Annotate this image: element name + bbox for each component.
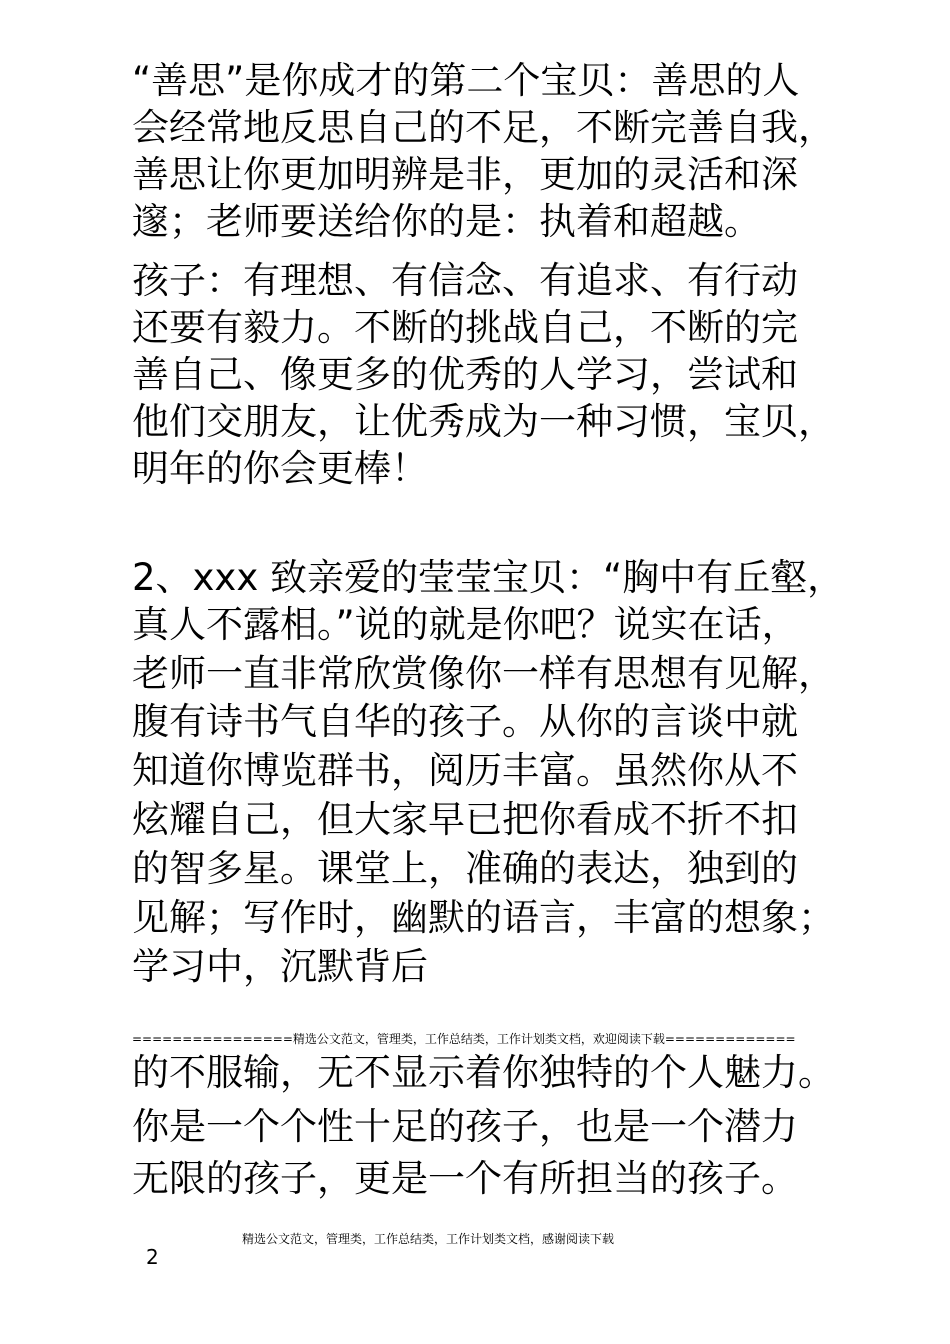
paragraph-line: 见解；写作时，幽默的语言，丰富的想象； — [132, 896, 835, 939]
page-number: 2 — [146, 1245, 159, 1269]
paragraph-line: 善思让你更加明辨是非，更加的灵活和深 — [132, 153, 798, 196]
paragraph-line: 还要有毅力。不断的挑战自己，不断的完 — [132, 306, 798, 349]
paragraph-line: 无限的孩子，更是一个有所担当的孩子。 — [132, 1157, 798, 1200]
paragraph-line: 老师一直非常欣赏像你一样有思想有见解， — [132, 652, 835, 695]
paragraph-line: 他们交朋友，让优秀成为一种习惯，宝贝， — [132, 400, 835, 443]
page-footer: 精选公文范文，管理类，工作总结类，工作计划类文档，感谢阅读下载 — [242, 1232, 615, 1246]
paragraph-line: 2、xxx 致亲爱的莹莹宝贝：“胸中有丘壑， — [132, 556, 845, 599]
paragraph-line: 知道你博览群书，阅历丰富。虽然你从不 — [132, 749, 798, 792]
paragraph-line: 邃；老师要送给你的是：执着和超越。 — [132, 200, 761, 243]
paragraph-line: 学习中，沉默背后 — [132, 945, 428, 988]
paragraph-line: 你是一个个性十足的孩子，也是一个潜力 — [132, 1105, 798, 1148]
page-divider: ================精选公文范文，管理类，工作总结类，工作计划类文档，欢迎阅读下载============= — [132, 1032, 796, 1046]
paragraph-line: “善思”是你成才的第二个宝贝：善思的人 — [132, 59, 800, 102]
paragraph-line: 的智多星。课堂上，准确的表达，独到的 — [132, 847, 798, 890]
paragraph-line: 孩子：有理想、有信念、有追求、有行动 — [132, 259, 798, 302]
paragraph-line: 的不服输，无不显示着你独特的个人魅力。 — [132, 1051, 835, 1094]
paragraph-line: 明年的你会更棒！ — [132, 447, 428, 490]
paragraph-line: 善自己、像更多的优秀的人学习，尝试和 — [132, 353, 798, 396]
paragraph-line: 真人不露相。”说的就是你吧？说实在话， — [132, 603, 799, 646]
paragraph-line: 炫耀自己，但大家早已把你看成不折不扣 — [132, 798, 798, 841]
paragraph-line: 会经常地反思自己的不足，不断完善自我， — [132, 106, 835, 149]
paragraph-line: 腹有诗书气自华的孩子。从你的言谈中就 — [132, 700, 798, 743]
